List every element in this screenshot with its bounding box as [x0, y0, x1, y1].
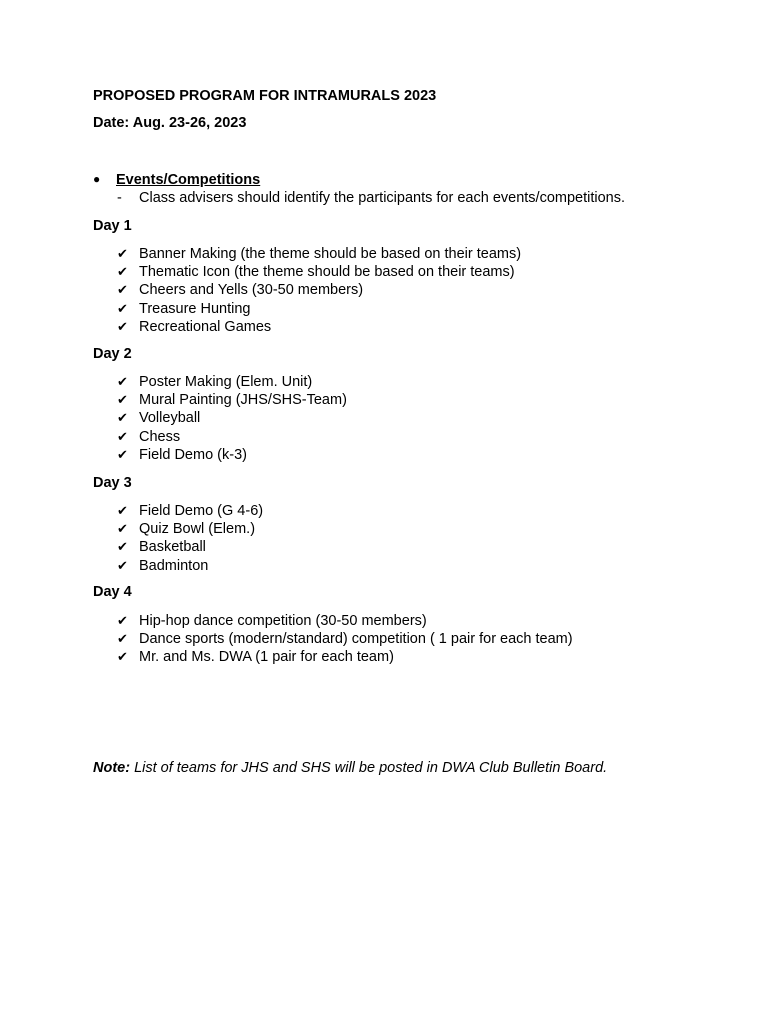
list-item	[117, 263, 521, 281]
list-item	[117, 428, 347, 446]
event-label: Basketball	[139, 539, 206, 556]
checkmark-icon: ✔	[117, 319, 128, 335]
document-title: PROPOSED PROGRAM FOR INTRAMURALS 2023	[93, 88, 437, 104]
footer-note	[93, 760, 607, 776]
checkmark-icon: ✔	[117, 375, 128, 390]
list-item	[117, 648, 573, 666]
list-item	[117, 409, 347, 427]
day-2-heading: Day 2	[93, 346, 132, 362]
list-item	[117, 538, 263, 556]
list-item	[117, 502, 263, 520]
checkmark-icon: ✔	[117, 650, 128, 666]
event-label: Dance sports (modern/standard) competition ( 1 pair for each team)	[139, 631, 573, 648]
event-label: Quiz Bowl (Elem.)	[139, 521, 256, 538]
advisers-instruction	[117, 190, 625, 206]
event-label: Badminton	[139, 557, 209, 574]
event-label: Mural Painting (JHS/SHS-Team)	[139, 392, 347, 409]
day-3-list	[117, 502, 263, 575]
day-3-heading: Day 3	[93, 475, 132, 491]
checkmark-icon: ✔	[117, 411, 128, 427]
bullet-icon: ●	[93, 172, 101, 186]
checkmark-icon: ✔	[117, 558, 128, 574]
event-label: Volleyball	[139, 410, 201, 427]
checkmark-icon: ✔	[117, 283, 128, 299]
checkmark-icon: ✔	[117, 265, 128, 281]
checkmark-icon: ✔	[117, 614, 128, 629]
checkmark-icon: ✔	[117, 522, 128, 538]
event-label: Treasure Hunting	[139, 300, 251, 317]
day-4-heading: Day 4	[93, 584, 132, 600]
list-item	[117, 446, 347, 464]
note-label: Note:	[93, 760, 131, 776]
event-label: Banner Making (the theme should be based on their teams)	[139, 246, 522, 262]
list-item	[117, 630, 573, 648]
program-date: Date: Aug. 23-26, 2023	[93, 115, 247, 131]
checkmark-icon: ✔	[117, 393, 128, 409]
checkmark-icon: ✔	[117, 632, 128, 648]
day-2-list	[117, 373, 347, 464]
day-4-list	[117, 612, 573, 667]
advisers-text: Class advisers should identify the participants for each events/competitions.	[139, 190, 625, 206]
event-label: Hip-hop dance competition (30-50 members)	[139, 613, 427, 629]
list-item	[117, 281, 521, 299]
event-label: Poster Making (Elem. Unit)	[139, 374, 313, 390]
event-label: Chess	[139, 428, 181, 445]
list-item	[117, 245, 521, 263]
checkmark-icon: ✔	[117, 247, 128, 262]
event-label: Thematic Icon (the theme should be based on their teams)	[139, 264, 515, 281]
list-item	[117, 318, 521, 336]
checkmark-icon: ✔	[117, 301, 128, 317]
checkmark-icon: ✔	[117, 540, 128, 556]
dash-icon: -	[117, 190, 122, 206]
list-item	[117, 300, 521, 318]
note-text: List of teams for JHS and SHS will be posted in DWA Club Bulletin Board.	[130, 760, 608, 776]
event-label: Mr. and Ms. DWA (1 pair for each team)	[139, 649, 394, 666]
list-item	[117, 520, 263, 538]
list-item	[117, 557, 263, 575]
list-item	[117, 391, 347, 409]
day-1-list	[117, 245, 521, 336]
event-label: Cheers and Yells (30-50 members)	[139, 282, 364, 299]
list-item	[117, 373, 347, 391]
events-heading: Events/Competitions	[116, 172, 261, 188]
checkmark-icon: ✔	[117, 504, 128, 519]
list-item	[117, 612, 573, 630]
events-heading-row	[93, 172, 260, 188]
event-label: Field Demo (k-3)	[139, 446, 247, 463]
event-label: Field Demo (G 4-6)	[139, 503, 264, 519]
day-1-heading: Day 1	[93, 218, 132, 234]
event-label: Recreational Games	[139, 318, 272, 335]
checkmark-icon: ✔	[117, 429, 128, 445]
checkmark-icon: ✔	[117, 447, 128, 463]
